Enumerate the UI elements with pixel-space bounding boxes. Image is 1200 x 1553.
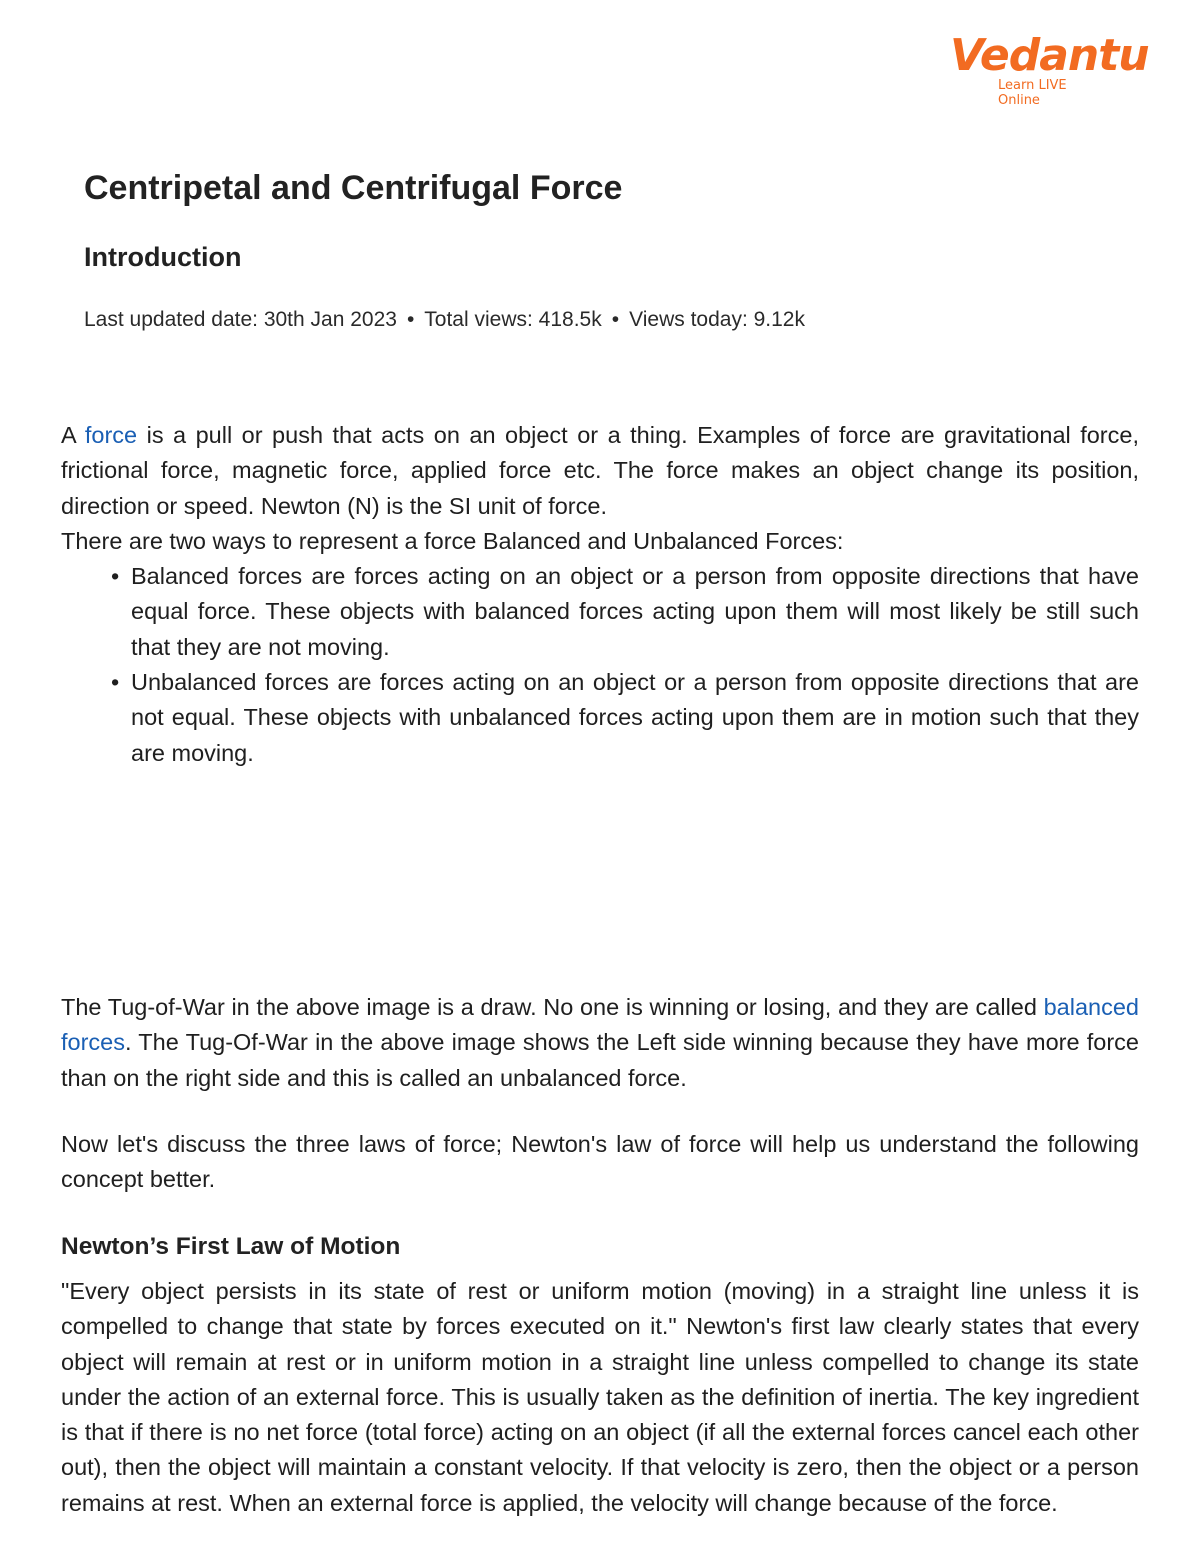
meta-separator: • xyxy=(406,308,415,331)
page-header xyxy=(84,165,1144,335)
first-law-paragraph: "Every object persists in its state of rest or uniform motion (moving) in a straight line unless it is compelled to change that state by forces executed on it." Newton's first law clearly states that every object will remain at rest or in uniform motion in a straight line unless compelled to change its state under the action of an external force. This is usually taken as the definition of inertia. The key ingredient is that if there is no net force (total force) acting on an object (if all the external forces cancel each other out), then the object will maintain a constant velocity. If that velocity is zero, then the object or a person remains at rest. When an external force is applied, the velocity will change because of the force. xyxy=(61,1278,1139,1516)
first-law-section xyxy=(61,1229,1139,1553)
tug-of-war-section xyxy=(61,990,1139,1096)
tug-of-war-paragraph xyxy=(61,990,1139,1096)
logo-wordmark: Vedantu xyxy=(950,30,1149,81)
article-meta xyxy=(84,305,1144,335)
balanced-forces-link[interactable]: balanced forces xyxy=(61,994,1139,1056)
intro-prefix: A xyxy=(61,422,85,448)
logo-tagline: Learn LIVE Online xyxy=(998,78,1067,108)
laws-intro-paragraph: Now let's discuss the three laws of force; Newton's law of force will help us understand the following concept better. xyxy=(61,1131,1139,1193)
tug-prefix: The Tug-of-War in the above image is a draw. No one is winning or losing, and they are called xyxy=(61,994,1044,1020)
laws-intro-section xyxy=(61,1127,1139,1198)
intro-text: is a pull or push that acts on an object or a thing. Examples of force are gravitational force, frictional force, magnetic force, applied force etc. The force makes an object change its position, direction or speed. Newton (N) is the SI unit of force. xyxy=(61,422,1139,519)
force-link[interactable]: force xyxy=(84,422,138,448)
total-views: Total views: 418.5k xyxy=(424,308,602,331)
force-types-list xyxy=(61,559,1139,771)
views-today: Views today: 9.12k xyxy=(629,308,805,331)
tug-text: . The Tug-Of-War in the above image shows the Left side winning because they have more force than on the right side and this is called an unbalanced force. xyxy=(61,1029,1139,1091)
vedantu-logo xyxy=(950,30,1149,108)
page-title: Centripetal and Centrifugal Force xyxy=(84,169,623,207)
list-item-balanced: • Balanced forces are forces acting on an object or a person from opposite directions that have equal force. These objects with balanced forces acting upon them will most likely be still such that they are not moving. xyxy=(111,559,1139,665)
ways-paragraph: There are two ways to represent a force Balanced and Unbalanced Forces: xyxy=(61,527,844,554)
meta-separator: • xyxy=(611,308,620,331)
first-law-heading: Newton’s First Law of Motion xyxy=(61,1233,401,1260)
section-title-introduction: Introduction xyxy=(84,242,242,272)
intro-paragraph xyxy=(61,418,1139,524)
intro-section xyxy=(61,418,1139,771)
last-updated-date: Last updated date: 30th Jan 2023 xyxy=(84,308,397,331)
list-item-unbalanced: • Unbalanced forces are forces acting on an object or a person from opposite directions that are not equal. These objects with unbalanced forces acting upon them are in motion such that they are moving. xyxy=(111,665,1139,771)
